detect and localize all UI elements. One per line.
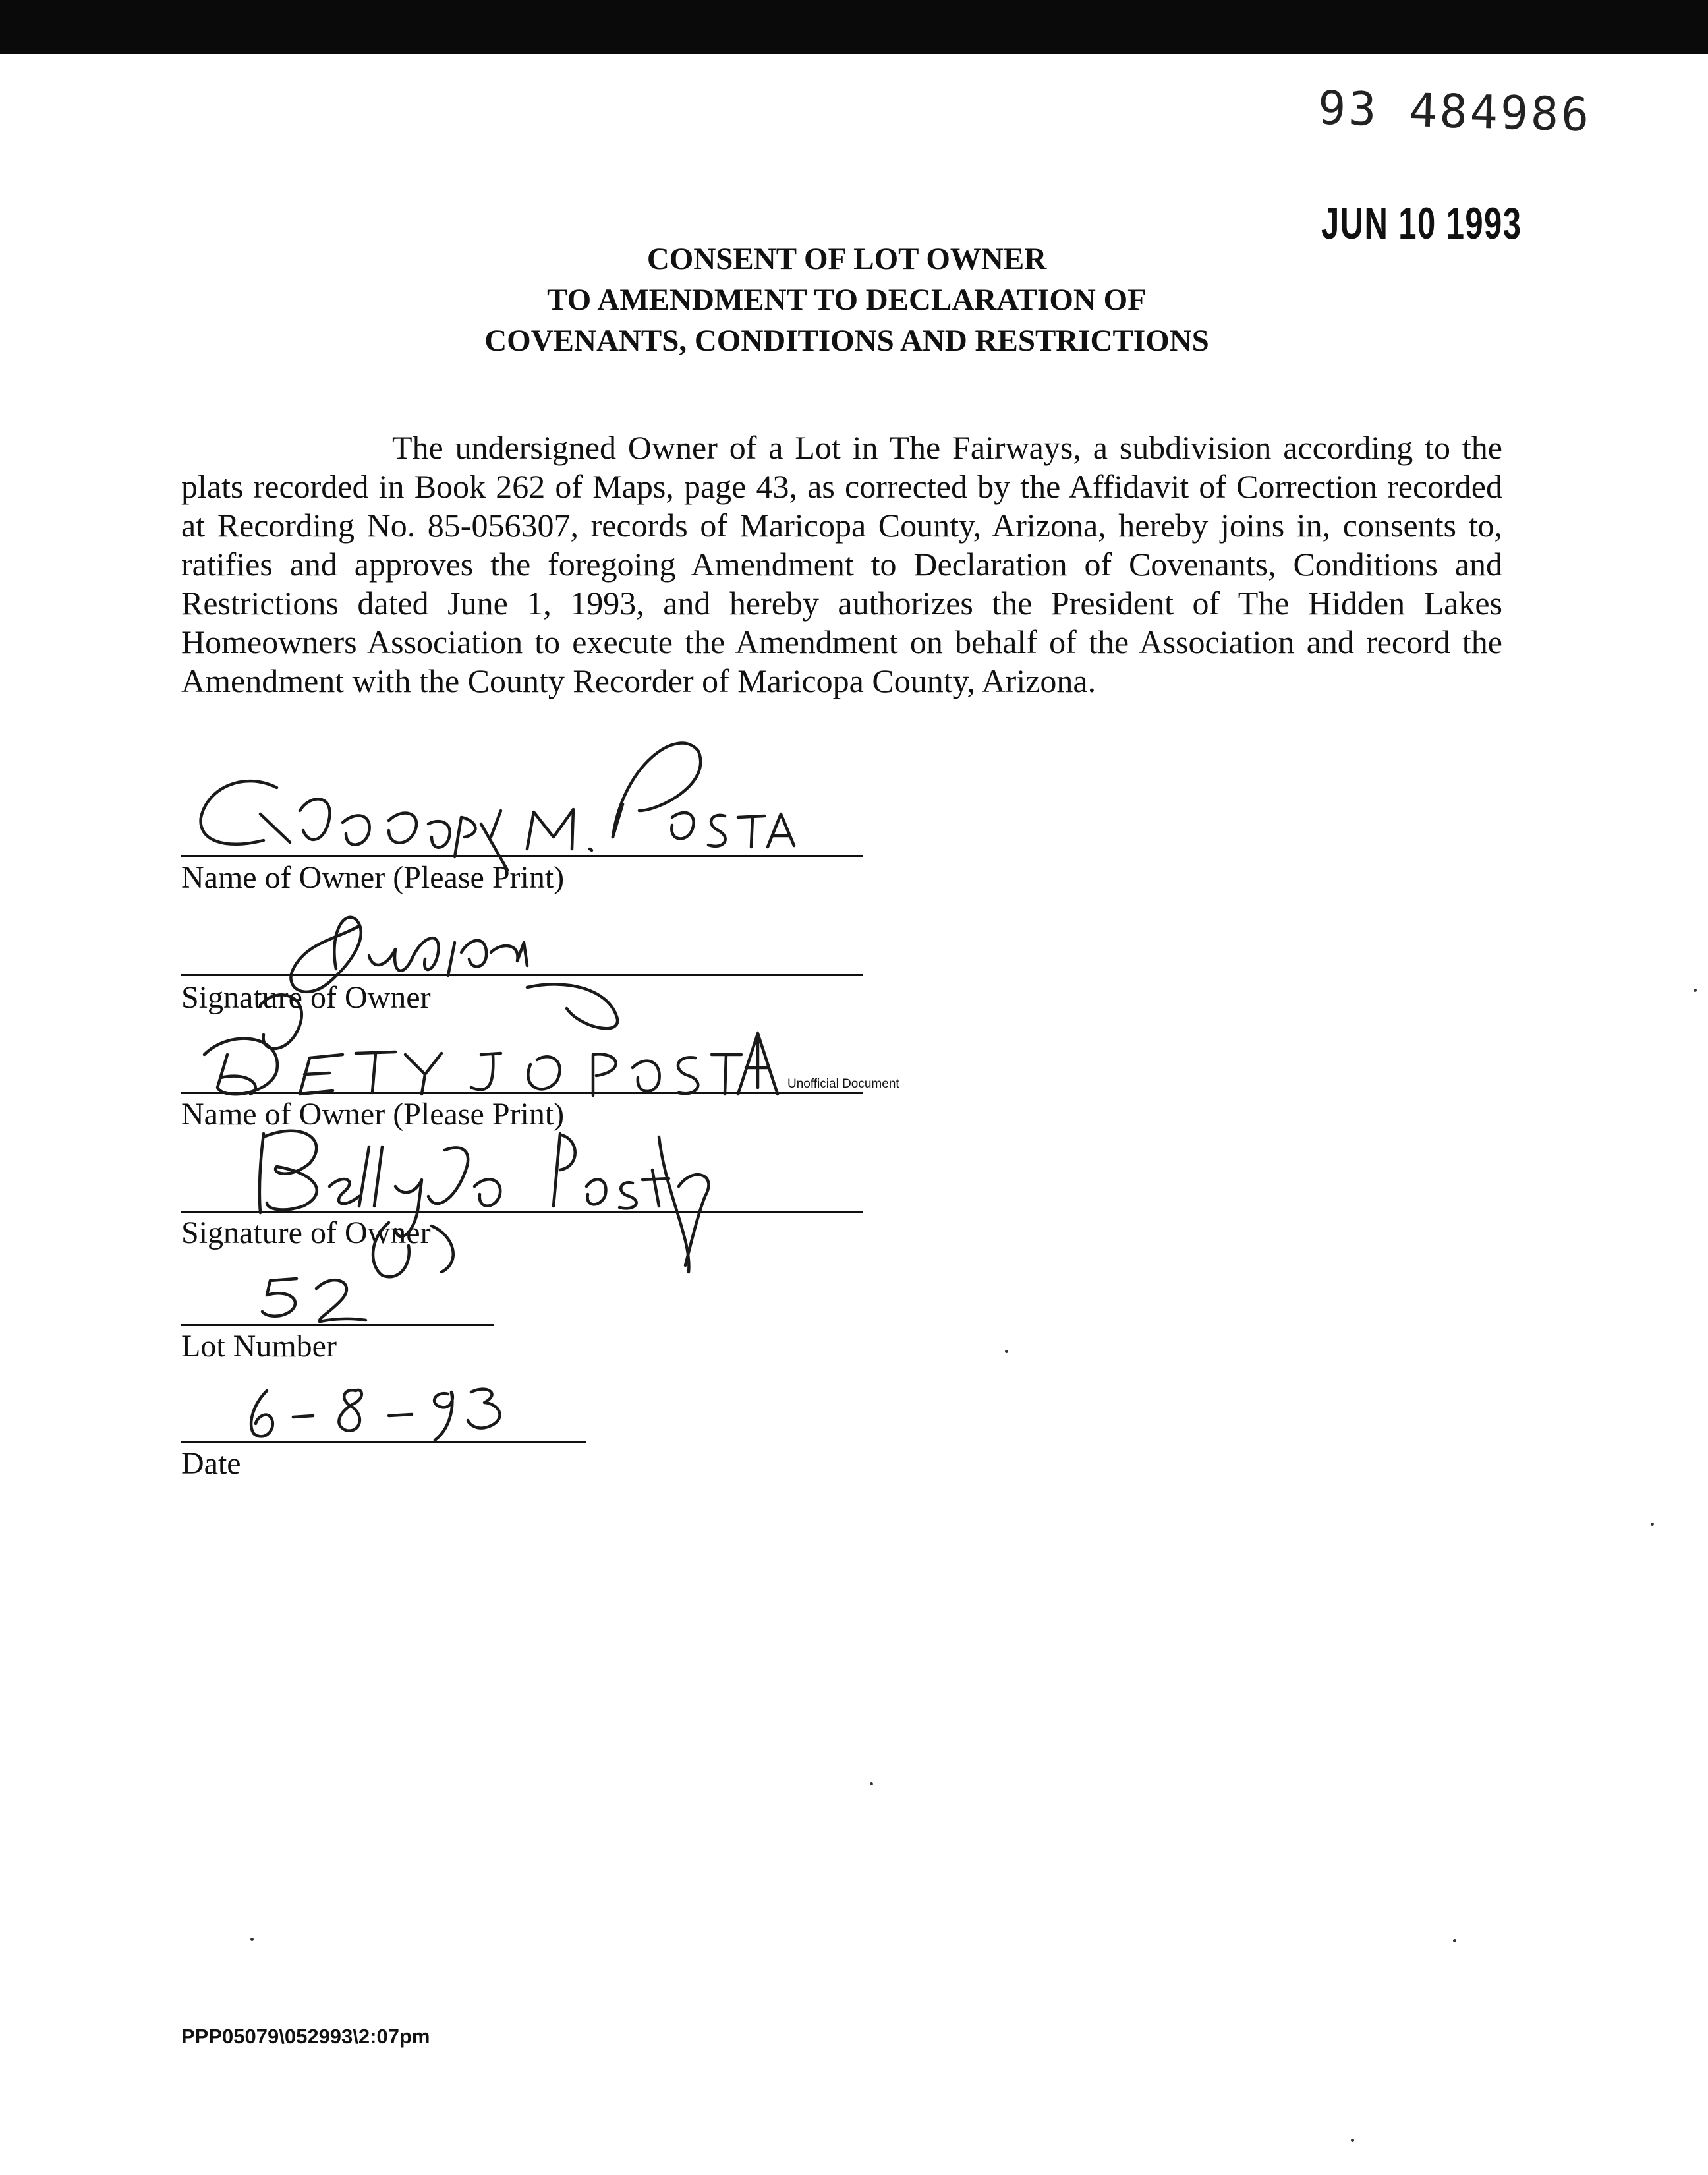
consent-paragraph: The undersigned Owner of a Lot in The Fairways, a subdivision according to the plats recorded in Book 262 of Maps, page 43, as corrected by the Affidavit of Correction recorded at Recording No. 85-056307, records of Maricopa County, Arizona, hereby joins in, consents to, ratifies and approves the foregoing Amendment to Declaration of Covenants, Conditions and Restrictions dated June 1, 1993, and hereby authorizes the President of The Hidden Lakes Homeowners Association to execute the Amendment on behalf of the Association and record the Amendment with the County Recorder of Maricopa County, Arizona. xyxy=(181,429,1502,699)
owner1-name-label: Name of Owner (Please Print) xyxy=(181,860,565,895)
scan-top-border xyxy=(0,0,1708,54)
owner2-handwritten-name xyxy=(204,1033,778,1095)
owner1-handwritten-name xyxy=(201,743,794,870)
recording-number: 93 484986 xyxy=(1317,80,1593,142)
title-line-3: COVENANTS, CONDITIONS AND RESTRICTIONS xyxy=(484,324,1209,358)
owner2-signature-line xyxy=(181,1211,863,1213)
owner2-name-line xyxy=(181,1092,863,1094)
date-handwriting xyxy=(251,1389,499,1440)
title-line-1: CONSENT OF LOT OWNER xyxy=(646,242,1047,276)
lot-number-line xyxy=(181,1324,494,1326)
document-title xyxy=(369,239,1324,361)
owner1-name-line xyxy=(181,855,863,857)
scan-speck xyxy=(1694,989,1697,992)
unofficial-document-watermark: Unofficial Document xyxy=(787,1077,899,1091)
lot-number-label: Lot Number xyxy=(181,1329,337,1364)
owner1-signature-line xyxy=(181,974,863,976)
scan-speck xyxy=(1453,1939,1456,1942)
scan-speck xyxy=(1651,1522,1654,1526)
date-line xyxy=(181,1441,586,1443)
owner1-signature-label: Signature of Owner xyxy=(181,980,431,1015)
recorder-date-stamp: JUN 10 1993 xyxy=(1321,198,1522,248)
scan-speck xyxy=(250,1938,254,1941)
owner2-name-label: Name of Owner (Please Print) xyxy=(181,1097,565,1132)
scan-speck xyxy=(1351,2139,1354,2142)
scan-speck xyxy=(870,1782,873,1785)
date-label: Date xyxy=(181,1446,241,1481)
scan-speck xyxy=(1005,1350,1008,1353)
owner2-signature xyxy=(260,1131,709,1277)
document-footer-code: PPP05079\052993\2:07pm xyxy=(181,2025,430,2048)
title-line-2: TO AMENDMENT TO DECLARATION OF xyxy=(547,283,1147,317)
owner2-signature-label: Signature of Owner xyxy=(181,1215,431,1250)
lot-number-handwriting xyxy=(262,1279,366,1321)
